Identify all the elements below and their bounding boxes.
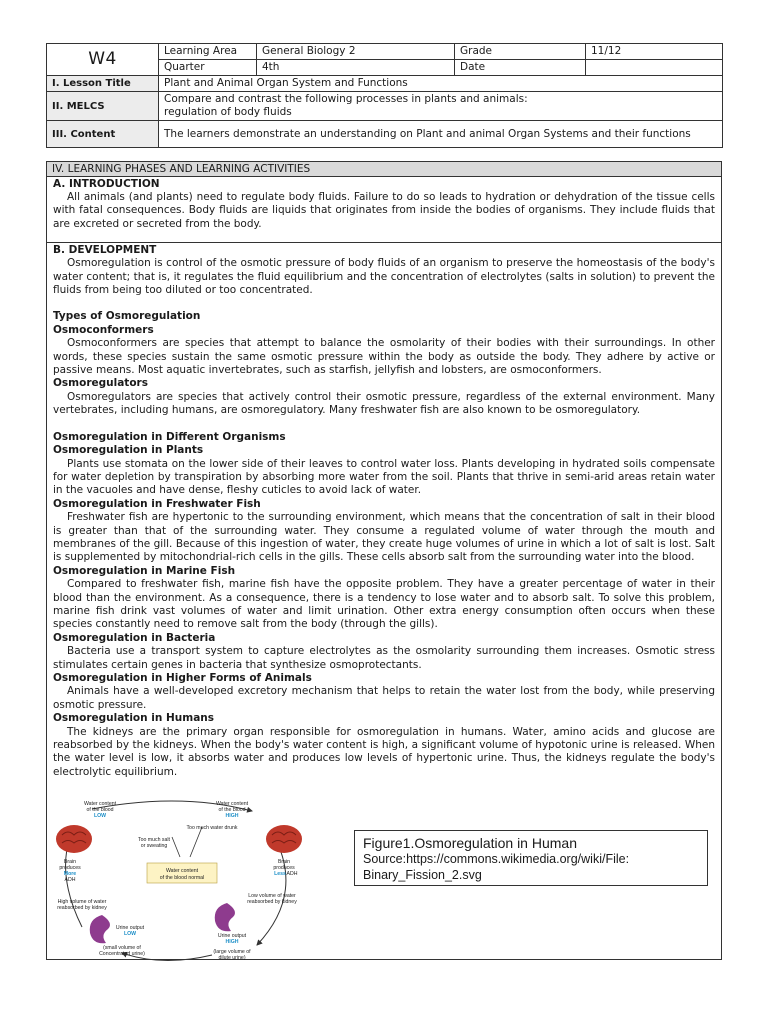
types-heading: Types of Osmoregulation [53,310,201,323]
date-label: Date [455,60,586,76]
marine-text: Compared to freshwater fish, marine fish have the opposite problem. They have a greater percentage of water in their blood than the environment. As a consequence, there is a tendency to lose water and to absorb salt. To solve this problem, marine fish drink vast volumes of water and limit urination. Other extra energy consumption often occurs when these species constantly need to remove salt from the body (through the gills). [53,578,715,631]
introduction-section [47,177,721,243]
melcs-line-1: Compare and contrast the following processes in plants and animals: [164,93,528,105]
urine-high-2: HIGH [225,939,239,945]
introduction-text: All animals (and plants) need to regulate body fluids. Failure to do so leads to hydration or dehydration of the tissue cells with fatal consequences. Body fluids are liquids that originates from inside the bodies of organisms. They include fluids that are excreted or secreted from the body. [53,191,715,230]
phases-title: IV. LEARNING PHASES AND LEARNING ACTIVITIES [47,162,721,177]
bacteria-heading: Osmoregulation in Bacteria [53,631,216,644]
week-code: W4 [47,44,159,76]
melcs-line-2: regulation of body fluids [164,106,292,118]
development-intro: Osmoregulation is control of the osmotic pressure of body fluids of an organism to preserve the homeostasis of the body's water content; that is, it regulates the fluid equilibrium and the concentration of electrolytes (salts in solution) to prevent the fluids from being too diluted or too concentrated. [53,257,715,297]
wc-high-1: Water content [215,801,249,807]
reabs-high-2: reabsorbed by kidney [57,905,107,911]
plants-text: Plants use stomata on the lower side of their leaves to control water loss. Plants developing in hydrated soils compensate for water depletion by transpiration by absorbing more water from the soil. Plants that thrive in semi-arid areas retain water in the vacuoles and have dense, fleshy cuticles to avoid lack of water. [53,457,715,497]
freshwater-text: Freshwater fish are hypertonic to the surrounding environment, which means that the concentration of salt in their blood is greater than that of the surrounding water. They consume a regulated volume of water through the mouth and membranes of the gill. Because of this ingestion of water, they create huge volumes of urine in which a lot of salt is lost. Salt is supplemented by mitochondrial-rich cells in the gills. These cells absorb salt from the surrounding water into the blood. [53,511,715,564]
urine-low-3: (small volume of [103,945,141,951]
humans-text: The kidneys are the primary organ responsible for osmoregulation in humans. Water, amino acids and glucose are reabsorbed by the kidneys. When the body's water content is high, a significant volume of hypotonic urine is released. When the water level is low, it absorbs water and produces low levels of hypertonic urine. Thus, the kidneys regulate the body's electrolytic equilibrium. [53,725,715,778]
freshwater-heading: Osmoregulation in Freshwater Fish [53,497,261,510]
brain-icon-left [56,825,92,853]
melcs-label: II. MELCS [47,92,159,121]
date-value [586,60,723,76]
brain-left-2: produces [59,865,81,871]
humans-heading: Osmoregulation in Humans [53,712,215,725]
osmoregulation-figure [52,797,307,962]
osmoregulators-text: Osmoregulators are species that actively control their osmotic pressure, regardless of the external environment. Many vertebrates, including humans, are osmoregulatory. Many freshwater fish are also known to be osmoregulatory. [53,390,715,417]
wc-low-2: of the blood [86,807,114,813]
wc-low-1: Water content [83,801,117,807]
bacteria-text: Bacteria use a transport system to capture electrolytes as the osmolarity surrounding them increases. Osmotic stress stimulates certain genes in bacteria that synthesize osmoprotectants. [53,645,715,671]
osmoconformers-text: Osmoconformers are species that attempt to balance the osmolarity of their bodies with their surroundings. In other words, these species sustain the same osmotic pressure within the body as outside the body. They adhere by active or passive means. Most aquatic invertebrates, such as starfish, jellyfish and lobsters, are osmoconformers. [53,337,715,377]
melcs-value [159,92,723,121]
too-much-drunk: Too much water drunk [186,825,238,831]
brain-right-2: produces [273,865,295,871]
content-value: The learners demonstrate an understanding on Plant and animal Organ Systems and their functions [159,121,723,148]
quarter-value: 4th [257,60,455,76]
development-section [47,243,721,779]
center-2: of the blood normal [159,875,205,881]
figure-source-line-2: Binary_Fission_2.svg [363,868,482,882]
osmoconformers-heading: Osmoconformers [53,323,154,336]
learning-area-label: Learning Area [159,44,257,60]
urine-low-4: Concentrated urine) [99,951,145,957]
wc-high-2: of the blood [218,807,246,813]
learning-area-value: General Biology 2 [257,44,455,60]
content-label: III. Content [47,121,159,148]
figure-caption-box [354,830,708,886]
reabs-low-2: reabsorbed by kidney [247,899,297,905]
development-heading: B. DEVELOPMENT [53,244,157,257]
urine-high-3: (large volume of [213,949,251,955]
figure-source-line-1: Source:https://commons.wikimedia.org/wiki/File: [363,852,630,866]
brain-right-1: Brain [277,859,291,865]
brain-left-4: ADH [64,877,76,883]
reabs-high-1: High volume of water [57,899,107,905]
grade-value: 11/12 [586,44,723,60]
too-much-salt-2: or sweating [140,843,168,849]
osmoregulators-heading: Osmoregulators [53,377,148,390]
brain-right-3: Less [274,871,286,877]
urine-low-2: LOW [123,931,137,937]
brain-left-3: More [63,871,77,877]
too-much-salt-1: Too much salt [137,837,171,843]
wc-low-3: LOW [93,813,107,819]
organisms-heading: Osmoregulation in Different Organisms [53,430,286,443]
lesson-header [46,43,722,148]
header-table [46,43,723,148]
introduction-heading: A. INTRODUCTION [53,178,160,190]
brain-right-4: ADH [286,871,298,877]
lesson-title-value: Plant and Animal Organ System and Functions [159,76,723,92]
wc-high-3: HIGH [225,813,239,819]
kidney-icon-right [215,903,235,931]
figure-caption-title: Figure1.Osmoregulation in Human [363,835,577,851]
brain-icon-right [266,825,302,853]
brain-left-1: Brain [63,859,77,865]
urine-high-4: dilute urine) [218,955,246,961]
urine-high-1: Urine output [217,933,247,939]
reabs-low-1: Low volume of water [248,893,296,899]
grade-label: Grade [455,44,586,60]
plants-heading: Osmoregulation in Plants [53,444,204,457]
urine-low-1: Urine output [115,925,145,931]
quarter-label: Quarter [159,60,257,76]
kidney-icon-left [90,915,110,943]
higher-animals-heading: Osmoregulation in Higher Forms of Animals [53,672,312,684]
marine-heading: Osmoregulation in Marine Fish [53,564,236,577]
higher-animals-text: Animals have a well-developed excretory mechanism that helps to retain the water lost from the body, while preserving osmotic pressure. [53,685,715,711]
lesson-title-label: I. Lesson Title [47,76,159,92]
center-1: Water content [165,868,199,874]
